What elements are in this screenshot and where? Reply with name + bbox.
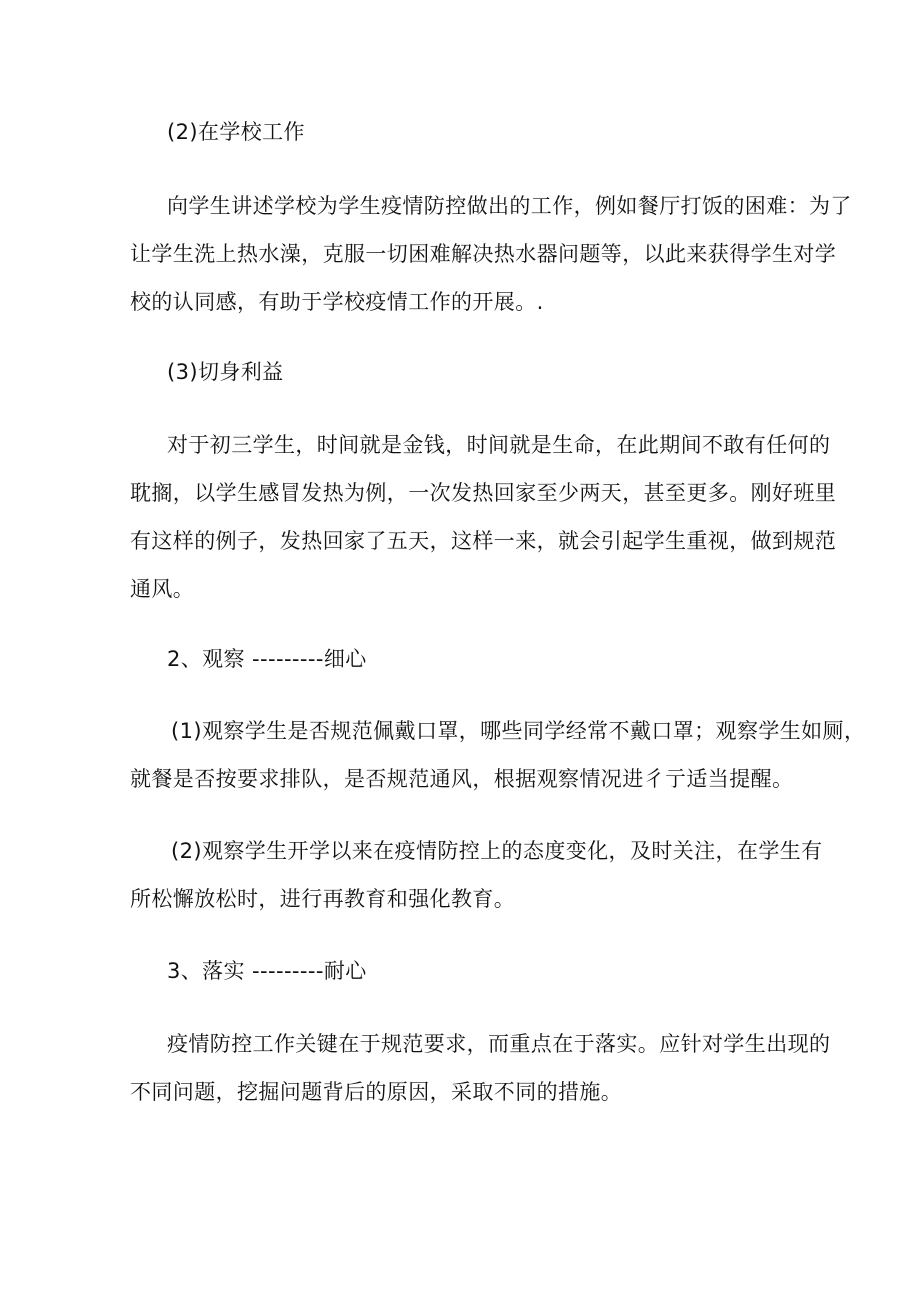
list-item-line: 就餐是否按要求排队，是否规范通风，根据观察情况进彳亍适当提醒。 — [130, 767, 794, 791]
list-item-line: 所松懈放松时，进行再教育和强化教育。 — [130, 887, 516, 911]
paragraph-line: 耽搁，以学生感冒发热为例，一次发热回家至少两天，甚至更多。刚好班里 — [130, 481, 837, 505]
paragraph-line: 对于初三学生，时间就是金钱，时间就是生命，在此期间不敢有任何的 — [167, 433, 831, 457]
section-heading-observe: 2、观察 ---------细心 — [167, 647, 367, 671]
paragraph-line: 疫情防控工作关键在于规范要求，而重点在于落实。应针对学生出现的 — [167, 1032, 831, 1056]
paragraph-line: 校的认同感，有助于学校疫情工作的开展。. — [130, 290, 544, 314]
section-heading-school-work: (2)在学校工作 — [167, 120, 305, 144]
paragraph-line: 不同问题，挖掘问题背后的原因，采取不同的措施。 — [130, 1080, 623, 1104]
paragraph-line: 向学生讲述学校为学生疫情防控做出的工作，例如餐厅打饭的困难：为了 — [167, 194, 852, 218]
paragraph-line: 有这样的例子，发热回家了五天，这样一来，就会引起学生重视，做到规范 — [130, 529, 837, 553]
paragraph-line: 让学生洗上热水澡，克服一切困难解决热水器问题等，以此来获得学生对学 — [130, 242, 837, 266]
section-heading-implement: 3、落实 ---------耐心 — [167, 959, 367, 983]
list-item-line: (2)观察学生开学以来在疫情防控上的态度变化，及时关注，在学生有 — [171, 839, 823, 863]
section-heading-personal-interest: (3)切身利益 — [167, 360, 284, 384]
list-item-line: (1)观察学生是否规范佩戴口罩，哪些同学经常不戴口罩；观察学生如厕， — [171, 719, 866, 743]
paragraph-line: 通风。 — [130, 577, 195, 601]
